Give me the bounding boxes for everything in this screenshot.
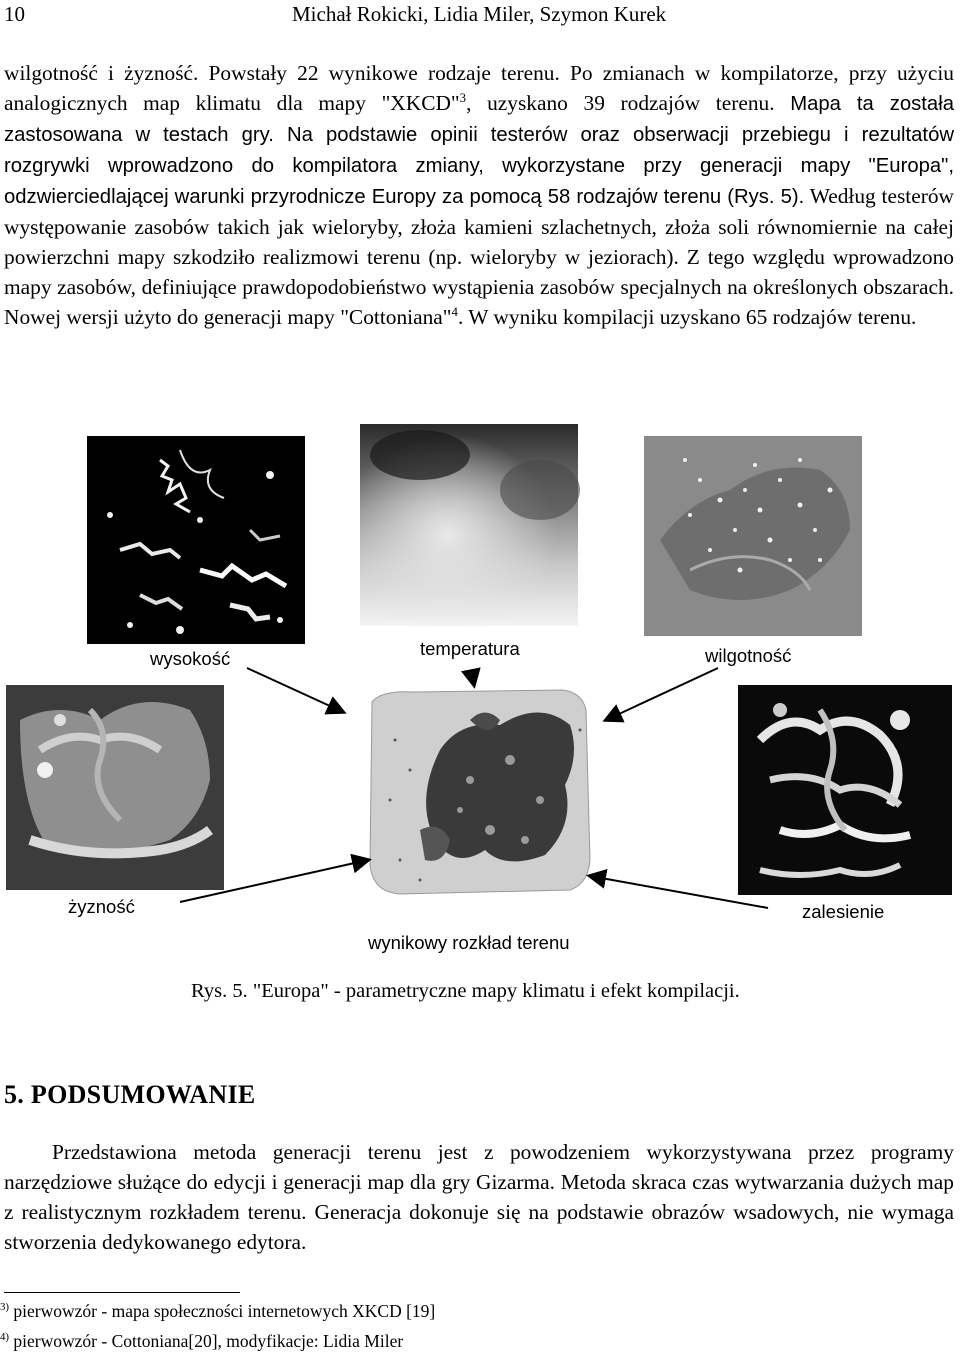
paragraph-text: . W wyniku kompilacji uzyskano 65 rodzajów terenu.: [457, 305, 917, 329]
map-temperatura: [360, 424, 580, 626]
map-wysokosc: [87, 436, 305, 644]
label-zalesienie: zalesienie: [802, 901, 885, 922]
summary-paragraph: Przedstawiona metoda generacji terenu jest z powodzeniem wykorzystywana przez programy narzędziowe służące do edycji i generacji map dla gry Gizarma. Metoda skraca czas wytwarzania dużych map z realistycznym rozkładem terenu. Generacja dokonuje się na podstawie obrazów wsadowych, nie wymaga stworzenia dedykowanego edytora.: [4, 1140, 954, 1254]
figure-climate-maps: [0, 420, 960, 960]
footnote-mark: 3): [0, 1301, 10, 1314]
body-paragraph: [4, 58, 954, 332]
footnote-text: pierwowzór - mapa społeczności internetowych XKCD [19]: [13, 1301, 436, 1321]
footnote-divider: [4, 1292, 240, 1293]
figure-graphics: [0, 420, 960, 960]
map-zyznosc: [6, 685, 224, 890]
arrow-wysokosc: [247, 668, 343, 712]
footnote-4: [0, 1331, 403, 1352]
page-header: [0, 0, 960, 30]
map-zalesienie: [738, 685, 952, 895]
footnote-mark: 4): [0, 1331, 10, 1344]
footnote-text: pierwowzór - Cottoniana[20], modyfikacje: Lidia Miler: [13, 1331, 404, 1351]
paragraph-text: Według testerów występowanie zasobów takich jak wieloryby, złoża kamieni szlachetnych, złoża soli równomiernie na całej powierzchni mapy szkodziło realizmowi terenu (np. wieloryby w jeziorach). Z tego względu wprowadzono mapy zasobów, definiujące prawdopodobieństwo wystąpienia zasobów specjalnych na określonych obszarach. Nowej wersji użyto do generacji mapy "Cottoniana": [4, 184, 954, 329]
arrow-temperatura: [471, 670, 474, 685]
label-wysokosc: wysokość: [150, 648, 231, 669]
footnote-ref: 4: [451, 304, 458, 319]
paragraph-text-sans: Mapa ta została zastosowana w testach gry. Na podstawie opinii testerów oraz obserwacji przebiegu i rezultatów rozgrywki wprowadzono do kompilatora zmiany, wykorzystane przy generacji mapy "Europa", odzwierciedlającej warunki przyrodnicze Europy za pomocą 58 rodzajów terenu (Rys. 5).: [4, 93, 954, 208]
arrow-wilgotnosc: [606, 668, 718, 720]
footnote-ref: 3: [459, 90, 467, 105]
running-head-authors: Michał Rokicki, Lidia Miler, Szymon Kurek: [292, 2, 667, 26]
paragraph-text: , uzyskano 39 rodzajów terenu.: [466, 91, 775, 115]
page-number: 10: [4, 2, 25, 26]
map-wilgotnosc: [644, 436, 862, 636]
map-wynikowy-rozklad: [370, 690, 590, 894]
paragraph-text: wilgotność i żyzność. Powstały 22 wynikowe rodzaje terenu. Po zmianach w kompilatorze, przy użyciu analogicznych map klimatu dla mapy "XKCD": [4, 61, 954, 115]
section-title: 5. PODSUMOWANIE: [4, 1080, 256, 1109]
label-wilgotnosc: wilgotność: [705, 645, 792, 666]
label-wynikowy: wynikowy rozkład terenu: [368, 932, 570, 953]
figure-caption: Rys. 5. "Europa" - parametryczne mapy klimatu i efekt kompilacji.: [191, 980, 740, 1002]
label-zyznosc: żyzność: [68, 896, 135, 917]
label-temperatura: temperatura: [420, 638, 520, 659]
footnote-3: [0, 1301, 435, 1322]
